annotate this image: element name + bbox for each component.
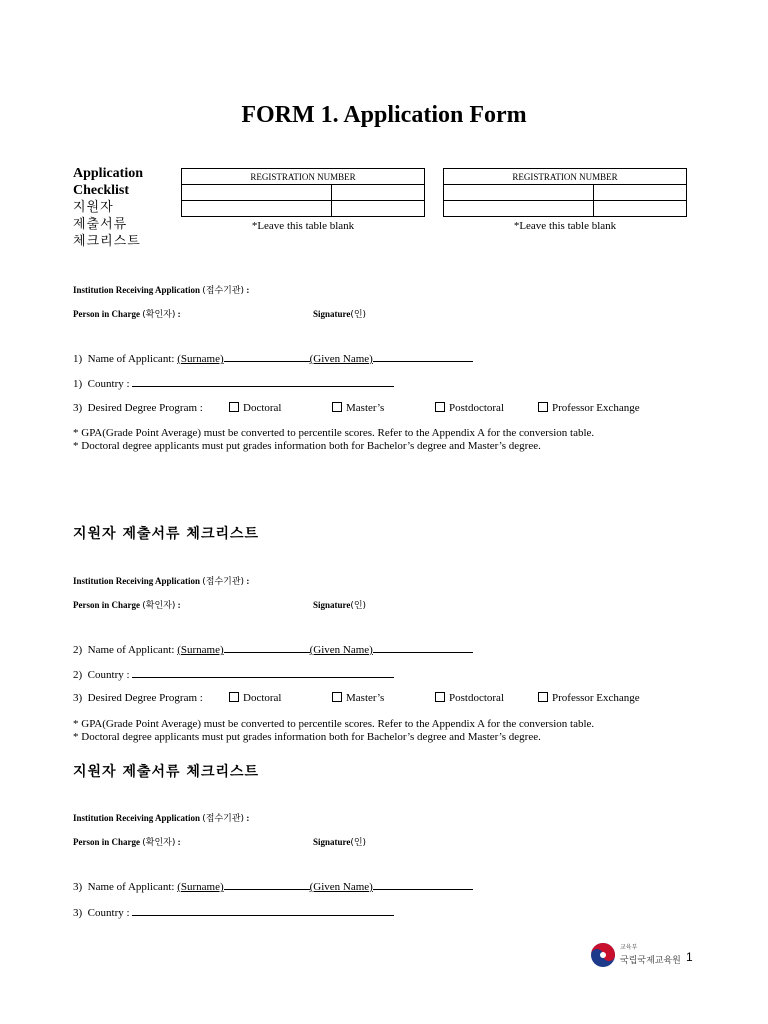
leave-blank-note: *Leave this table blank	[251, 220, 355, 232]
given-name-field[interactable]: (Given Name)	[309, 353, 373, 365]
signature-label: Signature	[313, 837, 351, 847]
country-label: Country :	[87, 378, 130, 390]
applicant-name-line	[73, 642, 473, 656]
country-field[interactable]	[132, 376, 394, 387]
form-title: FORM 1. Application Form	[241, 102, 527, 128]
surname-blank[interactable]	[224, 642, 310, 653]
section-heading: 지원자 제출서류 체크리스트	[73, 764, 260, 780]
person-label-kr: (확인자)	[142, 838, 176, 848]
person-in-charge-line	[73, 835, 181, 848]
signature-line	[313, 598, 366, 611]
item-number: 3)	[73, 402, 83, 414]
given-name-field[interactable]: (Given Name)	[309, 644, 373, 656]
logo-bottom-text: 국립국제교육원	[620, 956, 681, 966]
institution-colon: :	[246, 285, 250, 295]
person-colon: :	[177, 309, 181, 319]
institution-label-kr: (접수기관)	[202, 577, 245, 587]
item-number: 3)	[73, 692, 83, 704]
page-number: 1	[686, 950, 693, 964]
registration-cell[interactable]	[332, 185, 425, 201]
institution-line	[73, 811, 249, 824]
item-number: 2)	[73, 644, 83, 656]
checklist-label-en-2: Checklist	[73, 183, 129, 198]
given-name-blank[interactable]	[373, 351, 473, 362]
surname-field[interactable]: (Surname)	[177, 644, 224, 656]
item-number: 2)	[73, 669, 83, 681]
degree-line	[73, 692, 203, 704]
taegeuk-emblem-icon	[590, 942, 616, 968]
signature-label: Signature	[313, 600, 351, 610]
applicant-name-line	[73, 879, 473, 893]
item-number: 1)	[73, 378, 83, 390]
given-name-blank[interactable]	[373, 879, 473, 890]
person-in-charge-line	[73, 307, 181, 320]
checkbox-icon[interactable]	[332, 692, 342, 702]
logo-top-text: 교육부	[620, 944, 638, 951]
checkbox-icon[interactable]	[332, 402, 342, 412]
ministry-logo	[590, 941, 680, 969]
option-label: Doctoral	[243, 402, 282, 414]
option-label: Postdoctoral	[449, 402, 504, 414]
signature-label-kr: (인)	[350, 310, 367, 320]
degree-option-masters[interactable]	[332, 402, 384, 414]
country-field[interactable]	[132, 905, 394, 916]
registration-table-header: REGISTRATION NUMBER	[182, 169, 425, 185]
surname-field[interactable]: (Surname)	[177, 353, 224, 365]
signature-line	[313, 835, 366, 848]
option-label: Master’s	[346, 692, 385, 704]
institution-colon: :	[246, 813, 250, 823]
country-line	[73, 376, 394, 390]
person-label: Person in Charge	[73, 309, 140, 319]
section-heading: 지원자 제출서류 체크리스트	[73, 526, 260, 542]
registration-table-2	[443, 168, 687, 217]
country-line	[73, 667, 394, 681]
registration-cell[interactable]	[594, 185, 687, 201]
checkbox-icon[interactable]	[538, 402, 548, 412]
institution-colon: :	[246, 576, 250, 586]
person-colon: :	[177, 837, 181, 847]
person-label-kr: (확인자)	[142, 601, 176, 611]
country-field[interactable]	[132, 667, 394, 678]
surname-blank[interactable]	[224, 879, 310, 890]
person-label: Person in Charge	[73, 837, 140, 847]
given-name-field[interactable]: (Given Name)	[309, 881, 373, 893]
degree-line	[73, 402, 203, 414]
degree-label: Desired Degree Program :	[87, 692, 203, 704]
checkbox-icon[interactable]	[229, 692, 239, 702]
item-number: 3)	[73, 907, 83, 919]
option-label: Master’s	[346, 402, 385, 414]
doctoral-note: * Doctoral degree applicants must put grades information both for Bachelor’s degree and Master’s degree.	[73, 731, 541, 743]
registration-cell[interactable]	[182, 201, 332, 217]
signature-label: Signature	[313, 309, 351, 319]
institution-line	[73, 574, 249, 587]
degree-option-professor-exchange[interactable]	[538, 402, 640, 414]
degree-option-postdoctoral[interactable]	[435, 402, 504, 414]
applicant-name-line	[73, 351, 473, 365]
degree-option-professor-exchange[interactable]	[538, 692, 640, 704]
degree-label: Desired Degree Program :	[87, 402, 203, 414]
item-number: 3)	[73, 881, 83, 893]
option-label: Doctoral	[243, 692, 282, 704]
registration-table-header: REGISTRATION NUMBER	[444, 169, 687, 185]
checklist-label	[73, 165, 143, 250]
degree-option-doctoral[interactable]	[229, 692, 281, 704]
given-name-blank[interactable]	[373, 642, 473, 653]
checkbox-icon[interactable]	[435, 402, 445, 412]
name-label: Name of Applicant:	[87, 353, 175, 365]
checklist-label-kr-1: 지원자	[73, 200, 114, 215]
surname-field[interactable]: (Surname)	[177, 881, 224, 893]
registration-cell[interactable]	[594, 201, 687, 217]
degree-option-doctoral[interactable]	[229, 402, 281, 414]
option-label: Professor Exchange	[552, 692, 640, 704]
person-colon: :	[177, 600, 181, 610]
registration-cell[interactable]	[444, 185, 594, 201]
doctoral-note: * Doctoral degree applicants must put grades information both for Bachelor’s degree and Master’s degree.	[73, 440, 541, 452]
surname-blank[interactable]	[224, 351, 310, 362]
registration-cell[interactable]	[332, 201, 425, 217]
gpa-note: * GPA(Grade Point Average) must be converted to percentile scores. Refer to the Appendix A for the conversion table.	[73, 427, 595, 439]
item-number: 1)	[73, 353, 83, 365]
country-label: Country :	[87, 669, 130, 681]
name-label: Name of Applicant:	[87, 881, 175, 893]
name-label: Name of Applicant:	[87, 644, 175, 656]
country-line	[73, 905, 394, 919]
country-label: Country :	[87, 907, 130, 919]
institution-line	[73, 283, 249, 296]
checkbox-icon[interactable]	[435, 692, 445, 702]
checkbox-icon[interactable]	[229, 402, 239, 412]
signature-label-kr: (인)	[350, 601, 367, 611]
person-label-kr: (확인자)	[142, 310, 176, 320]
checklist-label-en-1: Application	[73, 166, 144, 181]
gpa-note: * GPA(Grade Point Average) must be converted to percentile scores. Refer to the Appendix A for the conversion table.	[73, 718, 595, 730]
option-label: Postdoctoral	[449, 692, 504, 704]
institution-label-kr: (접수기관)	[202, 814, 245, 824]
registration-cell[interactable]	[444, 201, 594, 217]
institution-label: Institution Receiving Application	[73, 813, 201, 823]
checklist-label-kr-3: 체크리스트	[73, 234, 141, 249]
person-in-charge-line	[73, 598, 181, 611]
signature-label-kr: (인)	[350, 838, 367, 848]
signature-line	[313, 307, 366, 320]
checkbox-icon[interactable]	[538, 692, 548, 702]
institution-label-kr: (접수기관)	[202, 286, 245, 296]
institution-label: Institution Receiving Application	[73, 285, 201, 295]
degree-option-postdoctoral[interactable]	[435, 692, 504, 704]
institution-label: Institution Receiving Application	[73, 576, 201, 586]
registration-table-1	[181, 168, 425, 217]
registration-cell[interactable]	[182, 185, 332, 201]
checklist-label-kr-2: 제출서류	[73, 217, 128, 232]
leave-blank-note: *Leave this table blank	[513, 220, 617, 232]
person-label: Person in Charge	[73, 600, 140, 610]
option-label: Professor Exchange	[552, 402, 640, 414]
degree-option-masters[interactable]	[332, 692, 384, 704]
